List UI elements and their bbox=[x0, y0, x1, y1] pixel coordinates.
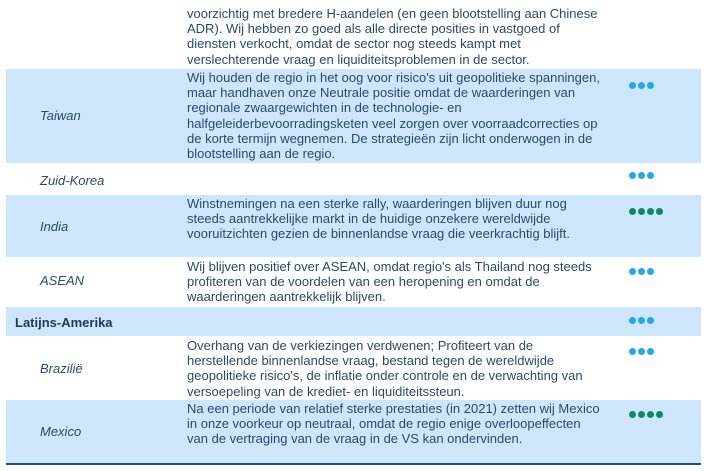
row-text: voorzichtig met bredere H-aandelen (en geen blootstelling aan Chinese ADR). Wij hebben zo goed als alle directe posities in vastgoed of diensten verkocht, omdat de sector nog steeds kampt met verslechterende vraag en liquiditeitsproblemen in de sector. bbox=[187, 6, 598, 67]
rating-dot-icon bbox=[647, 268, 654, 275]
rating-dot-icon bbox=[647, 172, 654, 179]
rating-dot-icon bbox=[629, 317, 636, 324]
rating-dots bbox=[629, 411, 665, 418]
rating-dot-icon bbox=[656, 208, 663, 215]
table-row-mexico bbox=[6, 400, 701, 463]
rating-dot-icon bbox=[638, 348, 645, 355]
rating-dot-icon bbox=[638, 82, 645, 89]
rating-dot-icon bbox=[638, 317, 645, 324]
table-row-south-korea bbox=[6, 164, 701, 195]
row-label-latin-america: Latijns-Amerika bbox=[15, 315, 113, 330]
table-row-brazil bbox=[6, 337, 701, 400]
rating-dots bbox=[629, 317, 656, 324]
row-label-taiwan: Taiwan bbox=[40, 108, 81, 123]
rating-dot-icon bbox=[647, 208, 654, 215]
row-text-asean: Wij blijven positief over ASEAN, omdat regio's als Thailand nog steeds profiteren van de voordelen van een heropening en omdat de waarderingen aantrekkelijk blijven. bbox=[187, 259, 592, 305]
regional-outlook-table bbox=[6, 0, 701, 465]
rating-dots bbox=[629, 348, 656, 355]
rating-dot-icon bbox=[629, 268, 636, 275]
rating-dot-icon bbox=[647, 317, 654, 324]
rating-dot-icon bbox=[638, 208, 645, 215]
table-row-asean bbox=[6, 258, 701, 307]
rating-dot-icon bbox=[647, 411, 654, 418]
rating-dot-icon bbox=[629, 208, 636, 215]
row-label-south-korea: Zuid-Korea bbox=[40, 173, 105, 188]
rating-dot-icon bbox=[656, 411, 663, 418]
row-label-brazil: Brazilië bbox=[40, 361, 83, 376]
row-label-asean: ASEAN bbox=[40, 273, 85, 288]
rating-dot-icon bbox=[638, 172, 645, 179]
rating-dots bbox=[629, 82, 656, 89]
rating-dots bbox=[629, 208, 665, 215]
table-row-china-continued bbox=[6, 0, 701, 69]
row-label-india: India bbox=[40, 219, 69, 234]
rating-dot-icon bbox=[629, 348, 636, 355]
row-text-taiwan: Wij houden de regio in het oog voor risico's uit geopolitieke spanningen, maar handhaven onze Neutrale positie omdat de waarderingen van regionale zwaargewichten in de technologie- en halfgeleiderbevoorradingsketen veel zorgen over voorraadcorrecties op de korte termijn wegnemen. De strategieën zijn licht onderwogen in de blootstelling aan de regio. bbox=[187, 70, 600, 162]
row-text-mexico: Na een periode van relatief sterke prestaties (in 2021) zetten wij Mexico in onze voorkeur op neutraal, omdat de regio enige overloopeffecten van de vertraging van de vraag in de VS kan ondervinden. bbox=[187, 401, 600, 447]
table-row-india bbox=[6, 195, 701, 258]
rating-dot-icon bbox=[629, 172, 636, 179]
rating-dot-icon bbox=[629, 82, 636, 89]
rating-dot-icon bbox=[647, 348, 654, 355]
row-text-india: Winstnemingen na een sterke rally, waarderingen blijven duur nog steeds aantrekkelijke markt in de huidige onzekere wereldwijde vooruitzichten gezien de binnenlandse vraag die veerkrachtig blijft. bbox=[187, 196, 571, 242]
rating-dot-icon bbox=[638, 411, 645, 418]
table-row-latin-america bbox=[6, 307, 701, 337]
rating-dot-icon bbox=[647, 82, 654, 89]
rating-dots bbox=[629, 268, 656, 275]
table-row-taiwan bbox=[6, 69, 701, 164]
row-text-brazil: Overhang van de verkiezingen verdwenen; Profiteert van de herstellende binnenlandse vraag, bestand tegen de wereldwijde geopolitieke risico's, de inflatie onder controle en de verwachting van versoepeling van de krediet- en liquiditeitssteun. bbox=[187, 338, 583, 399]
rating-dot-icon bbox=[638, 268, 645, 275]
rating-dots bbox=[629, 172, 656, 179]
rating-dot-icon bbox=[629, 411, 636, 418]
row-label-mexico: Mexico bbox=[40, 424, 82, 439]
